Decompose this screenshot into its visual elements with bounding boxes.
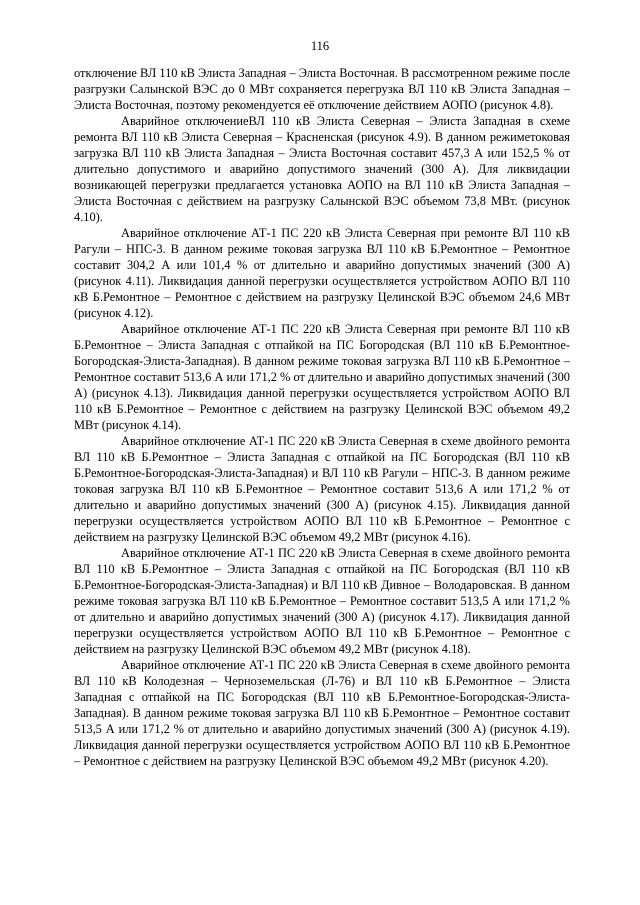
document-body bbox=[74, 65, 570, 769]
paragraph: Аварийное отключение АТ-1 ПС 220 кВ Элиста Северная в схеме двойного ремонта ВЛ 110 кВ Б.Ремонтное – Элиста Западная с отпайкой на ПС Богородская (ВЛ 110 кВ Б.Ремонтное-Богородская-Элиста-Западная) и ВЛ 110 кВ Рагули – НПС-3. В данном режиме токовая загрузка ВЛ 110 кВ Б.Ремонтное – Ремонтное составит 513,6 А или 171,2 % от длительно и аварийно допустимых значений (300 А) (рисунок 4.15). Ликвидация данной перегрузки осуществляется устройством АОПО ВЛ 110 кВ Б.Ремонтное – Ремонтное с действием на разгрузку Целинской ВЭС объемом 49,2 МВт (рисунок 4.16). bbox=[74, 434, 570, 544]
paragraph: Аварийное отключениеВЛ 110 кВ Элиста Северная – Элиста Западная в схеме ремонта ВЛ 110 кВ Элиста Северная – Красненская (рисунок 4.9). В данном режиметоковая загрузка ВЛ 110 кВ Элиста Западная – Элиста Восточная составит 457,3 А или 152,5 % от длительно допустимого и аварийно допустимого значений (300 А). Для ликвидации возникающей перегрузки предлагается установка АОПО на ВЛ 110 кВ Элиста Западная – Элиста Восточная с действием на разгрузку Салынской ВЭС объемом 73,8 МВт. (рисунок 4.10). bbox=[74, 114, 570, 224]
paragraph: Аварийное отключение АТ-1 ПС 220 кВ Элиста Северная в схеме двойного ремонта ВЛ 110 кВ Б.Ремонтное – Элиста Западная с отпайкой на ПС Богородская (ВЛ 110 кВ Б.Ремонтное-Богородская-Элиста-Западная) и ВЛ 110 кВ Дивное – Володаровская. В данном режиме токовая загрузка ВЛ 110 кВ Б.Ремонтное – Ремонтное составит 513,5 А или 171,2 % от длительно и аварийно допустимых значений (300 А) (рисунок 4.17). Ликвидация данной перегрузки осуществляется устройством АОПО ВЛ 110 кВ Б.Ремонтное – Ремонтное с действием на разгрузку Целинской ВЭС объемом 49,2 МВт (рисунок 4.18). bbox=[74, 546, 570, 656]
paragraph: Аварийное отключение АТ-1 ПС 220 кВ Элиста Северная при ремонте ВЛ 110 кВ Б.Ремонтное – Элиста Западная с отпайкой на ПС Богородская (ВЛ 110 кВ Б.Ремонтное-Богородская-Элиста-Западная). В данном режиме токовая загрузка ВЛ 110 кВ Б.Ремонтное – Ремонтное составит 513,6 А или 171,2 % от длительно и аварийно допустимых значений (300 А) (рисунок 4.13). Ликвидация данной перегрузки осуществляется устройством АОПО ВЛ 110 кВ Б.Ремонтное – Ремонтное с действием на разгрузку Целинской ВЭС объемом 49,2 МВт (рисунок 4.14). bbox=[74, 322, 570, 432]
paragraph: Аварийное отключение АТ-1 ПС 220 кВ Элиста Северная при ремонте ВЛ 110 кВ Рагули – НПС-3. В данном режиме токовая загрузка ВЛ 110 кВ Б.Ремонтное – Ремонтное составит 304,2 А или 101,4 % от длительно и аварийно допустимых значений (300 А) (рисунок 4.11). Ликвидация данной перегрузки осуществляется устройством АОПО ВЛ 110 кВ Б.Ремонтное – Ремонтное с действием на разгрузку Целинской ВЭС объемом 24,6 МВт (рисунок 4.12). bbox=[74, 226, 570, 320]
page-number: 116 bbox=[310, 39, 330, 53]
paragraph: Аварийное отключение АТ-1 ПС 220 кВ Элиста Северная в схеме двойного ремонта ВЛ 110 кВ Колодезная – Черноземельская (Л-76) и ВЛ 110 кВ Б.Ремонтное – Элиста Западная с отпайкой на ПС Богородская (ВЛ 110 кВ Б.Ремонтное-Богородская-Элиста-Западная). В данном режиме токовая загрузка ВЛ 110 кВ Б.Ремонтное – Ремонтное составит 513,5 А или 171,2 % от длительно и аварийно допустимых значений (300 А) (рисунок 4.19). Ликвидация данной перегрузки осуществляется устройством АОПО ВЛ 110 кВ Б.Ремонтное – Ремонтное с действием на разгрузку Целинской ВЭС объемом 49,2 МВт (рисунок 4.20). bbox=[74, 658, 570, 768]
paragraph-continuation: отключение ВЛ 110 кВ Элиста Западная – Элиста Восточная. В рассмотренном режиме после разгрузки Салынской ВЭС до 0 МВт сохраняется перегрузка ВЛ 110 кВ Элиста Западная – Элиста Восточная, поэтому рекомендуется её отключение действием АОПО (рисунок 4.8). bbox=[74, 66, 570, 112]
